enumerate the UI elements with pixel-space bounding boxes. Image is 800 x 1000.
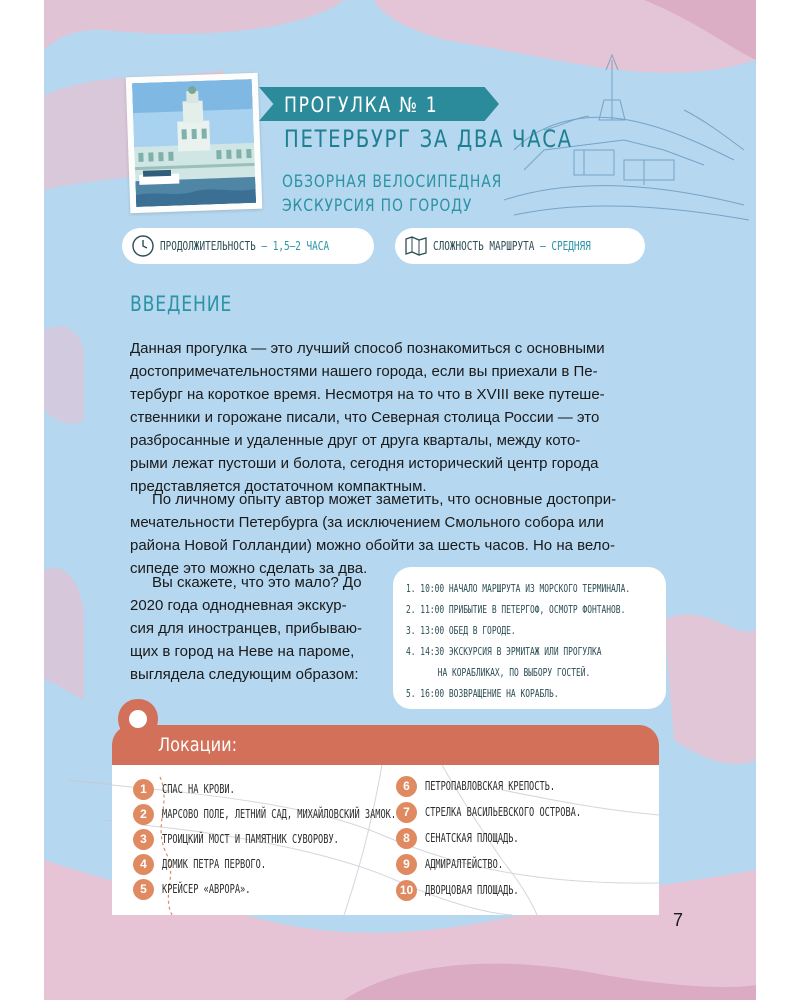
paragraph-line: мечательности Петербурга (за исключением Смольного собора или: [130, 514, 604, 531]
paragraph-line: Данная прогулка — это лучший способ познакомиться с основными: [130, 340, 605, 357]
paragraph-line: ственники и горожане писали, что Северная столица России — это: [130, 409, 600, 426]
paragraph-line: 2020 года однодневная экскур-: [130, 597, 347, 614]
itinerary-item-continuation: НА КОРАБЛИКАХ, ПО ВЫБОРУ ГОСТЕЙ.: [437, 666, 591, 679]
duration-value: 1,5–2 ЧАСА: [272, 239, 330, 253]
location-item: [133, 828, 408, 850]
location-item: [133, 878, 285, 900]
location-name: АДМИРАЛТЕЙСТВО.: [425, 857, 504, 871]
paragraph-line: представляется достаточном компактным.: [130, 478, 427, 495]
location-item: [133, 778, 263, 800]
difficulty-label: СЛОЖНОСТЬ МАРШРУТА: [433, 239, 535, 253]
duration-dash: –: [255, 239, 273, 253]
itinerary-item: 3. 13:00 ОБЕД В ГОРОДЕ.: [406, 624, 516, 637]
paragraph-line: тербург на короткое время. Несмотря на то что в XVIII веке путеше-: [130, 386, 605, 403]
location-item: [396, 801, 642, 823]
itinerary-item: 5. 16:00 ВОЗВРАЩЕНИЕ НА КОРАБЛЬ.: [406, 687, 559, 700]
walk-title: ПЕТЕРБУРГ ЗА ДВА ЧАСА: [284, 125, 573, 153]
section-heading: ВВЕДЕНИЕ: [130, 292, 233, 316]
location-item: [396, 827, 555, 849]
location-number: 4: [133, 854, 154, 875]
location-name: ДВОРЦОВАЯ ПЛОЩАДЬ.: [425, 883, 519, 897]
location-name: КРЕЙСЕР «АВРОРА».: [162, 882, 251, 896]
location-name: СТРЕЛКА ВАСИЛЬЕВСКОГО ОСТРОВА.: [425, 805, 582, 819]
duration-pill: [122, 228, 374, 264]
location-number: 5: [133, 879, 154, 900]
itinerary-list: [406, 578, 666, 704]
paragraph-line: Вы скажете, что это мало? До: [152, 574, 362, 591]
paragraph-line: По личному опыту автор может заметить, что основные достопри-: [152, 491, 617, 508]
locations-title: Локации:: [158, 734, 238, 756]
duration-label: ПРОДОЛЖИТЕЛЬНОСТЬ: [160, 239, 256, 253]
page-number: 7: [673, 910, 684, 930]
location-name: СПАС НА КРОВИ.: [162, 782, 235, 796]
paragraph-line: достопримечательностями нашего города, если вы приехали в Пе-: [130, 363, 598, 380]
location-number: 2: [133, 804, 154, 825]
location-name: ПЕТРОПАВЛОВСКАЯ КРЕПОСТЬ.: [425, 779, 556, 793]
itinerary-item: 1. 10:00 НАЧАЛО МАРШРУТА ИЗ МОРСКОГО ТЕРМИНАЛА.: [406, 582, 631, 595]
location-item: [133, 853, 307, 875]
location-name: ТРОИЦКИЙ МОСТ И ПАМЯТНИК СУВОРОВУ.: [162, 832, 339, 846]
clock-icon: [130, 233, 156, 259]
location-name: МАРСОВО ПОЛЕ, ЛЕТНИЙ САД, МИХАЙЛОВСКИЙ ЗАМОК.: [162, 807, 397, 821]
itinerary-item: 4. 14:30 ЭКСКУРСИЯ В ЭРМИТАЖ ИЛИ ПРОГУЛКА: [406, 645, 602, 658]
walk-number-title: ПРОГУЛКА № 1: [284, 93, 439, 117]
difficulty-value: СРЕДНЯЯ: [551, 239, 591, 253]
difficulty-pill: [395, 228, 645, 264]
photo-frame: [126, 73, 263, 214]
location-number: 7: [396, 802, 417, 823]
paragraph-line: выглядела следующим образом:: [130, 666, 359, 683]
location-pin-icon: [115, 697, 161, 759]
map-icon: [403, 233, 429, 259]
kunstkamera-photo: [132, 79, 256, 207]
location-name: СЕНАТСКАЯ ПЛОЩАДЬ.: [425, 831, 519, 845]
intro-paragraph-3: [130, 571, 380, 686]
book-page: [44, 0, 756, 1000]
paragraph-line: сипеде это можно сделать за два.: [130, 560, 368, 577]
walk-tagline-line2: ЭКСКУРСИЯ ПО ГОРОДУ: [282, 196, 473, 216]
location-number: 1: [133, 779, 154, 800]
location-number: 8: [396, 828, 417, 849]
itinerary-item: 2. 11:00 ПРИБЫТИЕ В ПЕТЕРГОФ, ОСМОТР ФОНТАНОВ.: [406, 603, 626, 616]
intro-paragraph-1: [130, 337, 690, 498]
location-item: [396, 853, 533, 875]
location-number: 3: [133, 829, 154, 850]
paragraph-line: сия для иностранцев, прибываю-: [130, 620, 362, 637]
location-number: 9: [396, 854, 417, 875]
walk-tagline-line1: ОБЗОРНАЯ ВЕЛОСИПЕДНАЯ: [282, 172, 503, 192]
paragraph-line: щих в город на Неве на пароме,: [130, 643, 355, 660]
location-number: 6: [396, 776, 417, 797]
paragraph-line: разбросанные и удаленные друг от друга кварталы, между кото-: [130, 432, 581, 449]
location-item: [396, 775, 606, 797]
location-item: [396, 879, 555, 901]
paragraph-line: района Новой Голландии) можно обойти за шесть часов. Но на вело-: [130, 537, 616, 554]
location-number: 10: [396, 880, 417, 901]
paragraph-line: рыми лежат пустоши и болота, сегодня исторический центр города: [130, 455, 599, 472]
difficulty-dash: –: [534, 239, 552, 253]
location-name: ДОМИК ПЕТРА ПЕРВОГО.: [162, 857, 267, 871]
